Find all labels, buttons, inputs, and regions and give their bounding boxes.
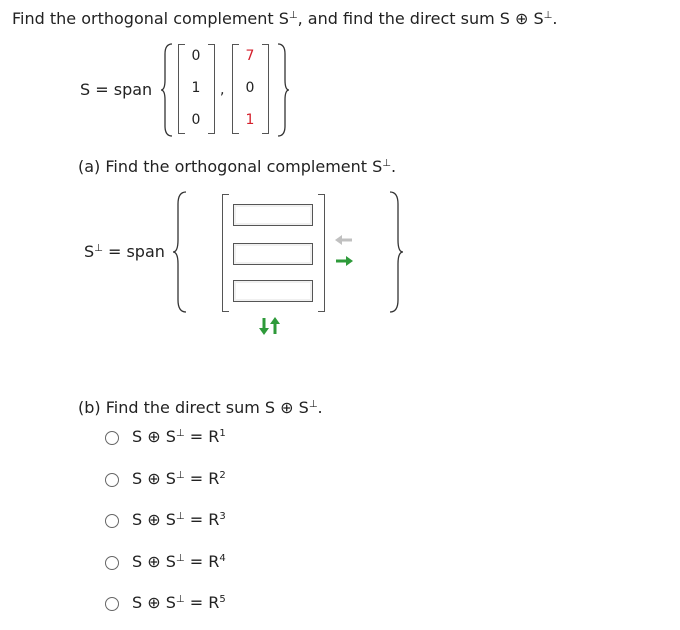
sperp-right-brace <box>388 190 404 314</box>
vector1-entry-1: 0 <box>191 48 201 64</box>
answer-box-3[interactable] <box>233 280 313 302</box>
option-label-5[interactable]: S ⊕ $S^\perp = R^5$ <box>132 593 226 612</box>
answer-matrix-left-bracket <box>222 194 229 312</box>
add-row-arrow-icon[interactable] <box>269 316 281 336</box>
question-text: Find the orthogonal complement S⊥, and find the direct sum S ⊕ S⊥. <box>12 9 558 28</box>
s-right-brace <box>276 42 290 138</box>
option-label-4[interactable]: S ⊕ $S^\perp = R^4$ <box>132 552 226 571</box>
vector1-left-bracket <box>178 44 185 134</box>
vector1-entry-2: 1 <box>191 80 201 96</box>
option-label-3[interactable]: S ⊕ $S^\perp = R^3$ <box>132 510 226 529</box>
vector2-right-bracket <box>262 44 269 134</box>
remove-column-arrow-icon[interactable] <box>334 234 354 246</box>
option-radio-5[interactable] <box>105 597 119 611</box>
s-left-brace <box>160 42 174 138</box>
add-column-arrow-icon[interactable] <box>334 255 354 267</box>
vector2-entry-2: 0 <box>245 80 255 96</box>
answer-box-1[interactable] <box>233 204 313 226</box>
vector2-entry-3: 1 <box>245 112 255 128</box>
option-label-2[interactable]: S ⊕ $S^\perp = R^2$ <box>132 469 226 488</box>
vector1-right-bracket <box>208 44 215 134</box>
option-label-1[interactable]: S ⊕ $S^\perp = R^1$ <box>132 427 226 446</box>
answer-box-2[interactable] <box>233 243 313 265</box>
option-radio-3[interactable] <box>105 514 119 528</box>
vector2-entry-1: 7 <box>245 48 255 64</box>
option-radio-1[interactable] <box>105 431 119 445</box>
vector2-left-bracket <box>232 44 239 134</box>
sperp-left-brace <box>172 190 188 314</box>
vector-separator: , <box>220 82 225 98</box>
s-perp-span-label: S⊥ = span <box>84 242 165 261</box>
option-radio-4[interactable] <box>105 556 119 570</box>
part-a-title: (a) Find the orthogonal complement S⊥. <box>78 157 397 176</box>
option-radio-2[interactable] <box>105 473 119 487</box>
s-span-label: S = span <box>80 80 153 99</box>
answer-matrix-right-bracket <box>318 194 325 312</box>
part-b-title: (b) Find the direct sum S ⊕ S⊥. <box>78 398 323 417</box>
vector1-entry-3: 0 <box>191 112 201 128</box>
